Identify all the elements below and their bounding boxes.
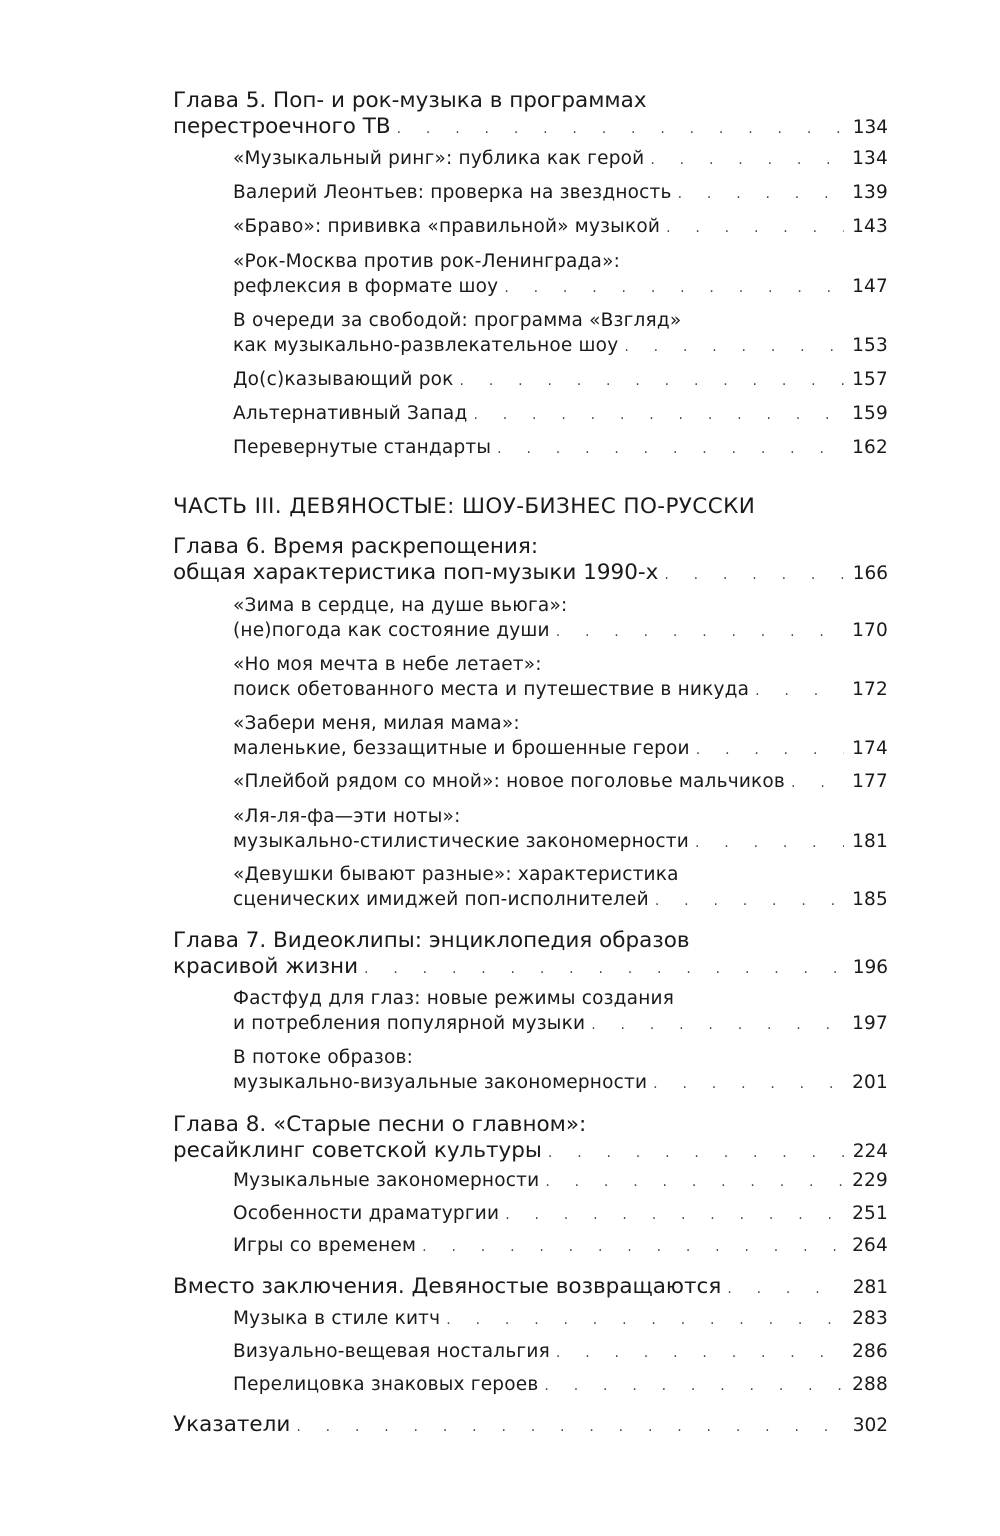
toc-page-number: 134 <box>852 148 888 169</box>
toc-section[interactable] <box>233 435 888 462</box>
dot-leader <box>473 403 844 428</box>
dot-leader <box>727 1276 844 1302</box>
toc-title-line: В очереди за свободой: программа «Взгляд» <box>233 310 682 331</box>
toc-title-line: Перевернутые стандарты <box>233 437 492 458</box>
toc-title-line: Визуально-вещевая ностальгия <box>233 1341 550 1362</box>
toc-page-number: 143 <box>852 216 888 237</box>
toc-title-line: поиск обетованного места и путешествие в никуда <box>233 679 750 700</box>
toc-section[interactable] <box>233 401 888 428</box>
toc-page-number: 196 <box>852 957 888 978</box>
toc-page-number: 288 <box>852 1374 888 1395</box>
toc-section[interactable] <box>233 862 888 914</box>
toc-section[interactable] <box>233 146 888 173</box>
toc-section[interactable] <box>233 249 888 301</box>
dot-leader <box>624 335 844 360</box>
toc-title-line: «Зима в сердце, на душе вьюга»: <box>233 595 568 616</box>
toc-page-number: 172 <box>852 679 888 700</box>
toc-title-line: рефлексия в формате шоу <box>233 276 499 297</box>
dot-leader <box>653 1072 844 1097</box>
toc-title-line: Альтернативный Запад <box>233 403 468 424</box>
toc-chapter[interactable] <box>173 1412 888 1440</box>
toc-page-number: 147 <box>852 276 888 297</box>
toc-page-number: 224 <box>852 1141 888 1162</box>
toc-page-number: 159 <box>852 403 888 424</box>
dot-leader <box>397 116 845 142</box>
toc-title-line: Глава 7. Видеоклипы: энциклопедия образов <box>173 928 690 953</box>
toc-title-line: (не)погода как состояние души <box>233 620 550 641</box>
toc-title-line: Музыкальные закономерности <box>233 1170 540 1191</box>
toc-chapter[interactable] <box>173 1274 888 1302</box>
dot-leader <box>460 369 845 394</box>
toc-page-number: 162 <box>852 437 888 458</box>
toc-title-line: «Ля-ля-фа—эти ноты»: <box>233 806 461 827</box>
toc-section[interactable] <box>233 1233 888 1260</box>
toc-title-line: В потоке образов: <box>233 1047 414 1068</box>
toc-page-number: 153 <box>852 335 888 356</box>
dot-leader <box>696 738 844 763</box>
toc-page-number: 166 <box>852 563 888 584</box>
dot-leader <box>655 889 844 914</box>
dot-leader <box>591 1013 844 1038</box>
toc-section[interactable] <box>233 711 888 763</box>
toc-title-line: До(с)казывающий рок <box>233 369 454 390</box>
toc-title-line: музыкально-визуальные закономерности <box>233 1072 648 1093</box>
dot-leader <box>650 148 844 173</box>
toc-section[interactable] <box>233 308 888 360</box>
toc-page-number: 185 <box>852 889 888 910</box>
toc-section[interactable] <box>233 986 888 1038</box>
dot-leader <box>497 437 844 462</box>
toc-title-line: Особенности драматургии <box>233 1203 500 1224</box>
toc-page-number: 283 <box>852 1308 888 1329</box>
toc-page-number: 251 <box>852 1203 888 1224</box>
dot-leader <box>755 679 844 704</box>
toc-title-line: «Девушки бывают разные»: характеристика <box>233 864 679 885</box>
toc-section[interactable] <box>233 1201 888 1228</box>
toc-chapter[interactable] <box>173 1112 888 1166</box>
toc-section[interactable] <box>233 367 888 394</box>
dot-leader <box>446 1308 844 1333</box>
toc-page-number: 170 <box>852 620 888 641</box>
toc-title-line: Перелицовка знаковых героев <box>233 1374 539 1395</box>
dot-leader <box>695 831 844 856</box>
toc-page-number: 229 <box>852 1170 888 1191</box>
toc-section[interactable] <box>233 769 888 796</box>
toc-page-number: 286 <box>852 1341 888 1362</box>
dot-leader <box>545 1170 844 1195</box>
toc-section[interactable] <box>233 1372 888 1399</box>
toc-chapter[interactable] <box>173 88 888 142</box>
toc-title-line: Глава 6. Время раскрепощения: <box>173 534 539 559</box>
toc-page-number: 201 <box>852 1072 888 1093</box>
toc-chapter[interactable] <box>173 534 888 588</box>
dot-leader <box>364 956 845 982</box>
toc-section[interactable] <box>233 1306 888 1333</box>
toc-section[interactable] <box>233 1339 888 1366</box>
dot-leader <box>791 771 844 796</box>
toc-page-number: 281 <box>852 1277 888 1298</box>
toc-title-line: Игры со временем <box>233 1235 417 1256</box>
toc-title-line: Глава 5. Поп- и рок-музыка в программах <box>173 88 647 113</box>
dot-leader <box>504 276 844 301</box>
dot-leader <box>556 620 844 645</box>
toc-chapter[interactable] <box>173 928 888 982</box>
toc-title-line: музыкально-стилистические закономерности <box>233 831 689 852</box>
toc-page-number: 139 <box>852 182 888 203</box>
toc-page-number: 181 <box>852 831 888 852</box>
toc-title-line: Фастфуд для глаз: новые режимы создания <box>233 988 675 1009</box>
dot-leader <box>505 1203 844 1228</box>
toc-title-line: и потребления популярной музыки <box>233 1013 586 1034</box>
dot-leader <box>296 1414 844 1440</box>
toc-section[interactable] <box>233 1045 888 1097</box>
dot-leader <box>664 562 844 588</box>
toc-title-line: «Браво»: прививка «правильной» музыкой <box>233 216 661 237</box>
toc-title-line: сценических имиджей поп-исполнителей <box>233 889 649 910</box>
toc-title-line: Указатели <box>173 1412 291 1437</box>
toc-section[interactable] <box>233 593 888 645</box>
toc-title-line: маленькие, беззащитные и брошенные герои <box>233 738 690 759</box>
toc-title-line: «Плейбой рядом со мной»: новое поголовье мальчиков <box>233 771 786 792</box>
toc-page-number: 197 <box>852 1013 888 1034</box>
toc-title-line: «Музыкальный ринг»: публика как герой <box>233 148 645 169</box>
toc-title-line: Музыка в стиле китч <box>233 1308 441 1329</box>
toc-title-line: как музыкально-развлекательное шоу <box>233 335 619 356</box>
toc-part-heading[interactable] <box>173 494 893 520</box>
dot-leader <box>544 1374 844 1399</box>
toc-title-line: «Забери меня, милая мама»: <box>233 713 520 734</box>
toc-page-number: 177 <box>852 771 888 792</box>
toc-title-line: Вместо заключения. Девяностые возвращаются <box>173 1274 722 1299</box>
dot-leader <box>678 182 844 207</box>
toc-title-line: ЧАСТЬ III. ДЕВЯНОСТЫЕ: ШОУ-БИЗНЕС ПО-РУССКИ <box>173 494 756 519</box>
toc-title-line: перестроечного ТВ <box>173 114 391 139</box>
dot-leader <box>666 216 844 241</box>
dot-leader <box>556 1341 844 1366</box>
dot-leader <box>548 1140 845 1166</box>
toc-page-number: 174 <box>852 738 888 759</box>
toc-title-line: красивой жизни <box>173 954 359 979</box>
toc-page-number: 302 <box>852 1415 888 1436</box>
toc-section[interactable] <box>233 1168 888 1195</box>
toc-section[interactable] <box>233 180 888 207</box>
toc-section[interactable] <box>233 652 888 704</box>
toc-title-line: ресайклинг советской культуры <box>173 1138 542 1163</box>
toc-section[interactable] <box>233 214 888 241</box>
toc-title-line: Глава 8. «Старые песни о главном»: <box>173 1112 587 1137</box>
dot-leader <box>422 1235 844 1260</box>
toc-page-number: 264 <box>852 1235 888 1256</box>
toc-page-number: 157 <box>852 369 888 390</box>
toc-page-number: 134 <box>852 117 888 138</box>
toc-title-line: общая характеристика поп-музыки 1990-х <box>173 560 659 585</box>
toc-title-line: «Но моя мечта в небе летает»: <box>233 654 542 675</box>
toc-title-line: «Рок-Москва против рок-Ленинграда»: <box>233 251 621 272</box>
toc-title-line: Валерий Леонтьев: проверка на звездность <box>233 182 672 203</box>
toc-section[interactable] <box>233 804 888 856</box>
